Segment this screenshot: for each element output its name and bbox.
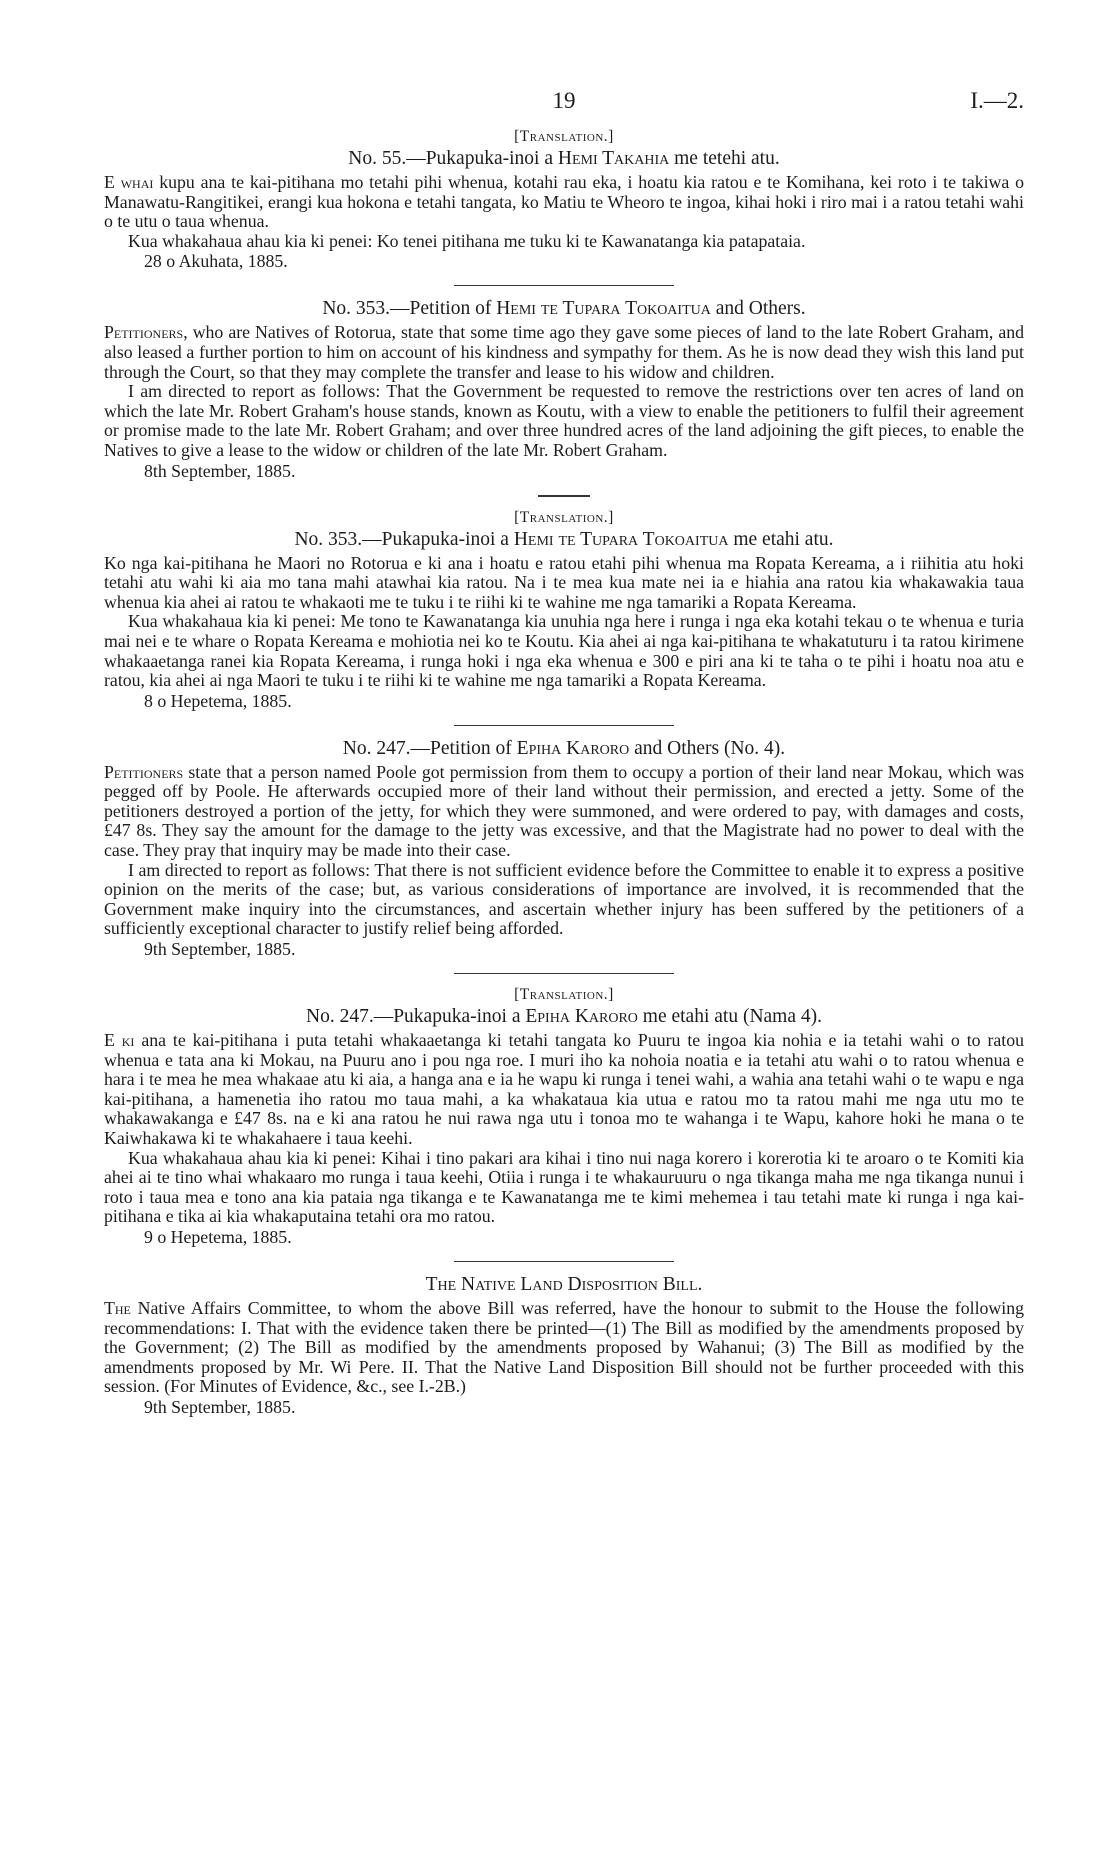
section-translation-353	[104, 509, 1024, 711]
divider-rule	[454, 973, 674, 974]
paragraph: I am directed to report as follows: That the Government be requested to remove the restrictions over ten acres of land on which the late Mr. Robert Graham's house stands, known as Koutu, with a view to enable the petitioners to fulfil their agreement or promise made to the late Mr. Robert Graham; and over three hundred acres of the land adjoining the gift pieces, to enable the Natives to give a lease to the widow or children of the late Mr. Robert Graham.	[104, 381, 1024, 460]
title-name: Hemi te Tupara Tokoaitua	[513, 528, 729, 550]
title-suffix: and Others (No. 4).	[629, 737, 786, 759]
divider-rule	[454, 1261, 674, 1262]
paragraph-text: kupu ana te kai-pitihana mo tetahi pihi whenua, kotahi rau eka, i hoatu kia ratou e te Komihana, kei roto i te takiwa o Manawatu-Rangitikei, erangi kua hokona e tetahi tangata, ko Matiu te Wheoro te ingoa, kihai hoki i riro mai i a ratou tetahi wahi o te utu o taua whenua.	[104, 172, 1024, 232]
lead-word: E ki	[104, 1030, 135, 1051]
paragraph	[104, 173, 1024, 232]
lead-word: E whai	[104, 172, 154, 192]
section-date: 28 o Akuhata, 1885.	[144, 251, 288, 272]
section-title	[104, 738, 1024, 760]
section-title	[104, 298, 1024, 320]
title-suffix: and Others.	[710, 298, 806, 320]
paragraph: Kua whakahaua ahau kia ki penei: Ko tenei pitihana me tuku ki te Kawanatanga kia patapataia.	[128, 230, 806, 251]
document-page	[104, 84, 1024, 1417]
title-name: Hemi te Tupara Tokoaitua	[496, 298, 711, 320]
paragraph	[104, 323, 1024, 382]
title-prefix: No. 353.—Petition of	[322, 298, 497, 320]
section-date: 9th September, 1885.	[144, 939, 296, 960]
paragraph	[104, 554, 1024, 613]
title-suffix: me etahi atu.	[728, 528, 834, 550]
section-title	[104, 1006, 1024, 1028]
paragraph	[104, 763, 1024, 861]
section-translation-247	[104, 986, 1024, 1247]
title-name: Epiha Karoro	[525, 1006, 638, 1028]
section-date: 8 o Hepetema, 1885.	[144, 690, 292, 711]
paragraph-text: ana te kai-pitihana i puta tetahi whakaaetanga ki tetahi tangata ko Puuru te ingoa kia nohia e ia tetahi wahi o to ratou whenua e tata ana ki Mokau, na Puuru ano i pou nga roe. I muri iho ka nohoia noatia e ia tetahi atu wahi o to ratou whenua e hara i te mea he mea whakaae atu ki aia, a hanga ana e ia he wapu ki runga i tenei wahi, a wahia ana tetahi wahi o te wapu e nga kai-pitihana, a hamenetia iho ratou mo taua mahi, a ka whakataua kia utua e ratou mo ta ratou mahi me nga utu mo te whakawakanga e £47 8s. na e ki ana ratou he nui rawa nga utu i tonoa mo te wahanga i te Wapu, kahore hoki he mana o te Kaiwhakawa ki te whakahaere i taua keehi.	[104, 1030, 1024, 1148]
title-name: The Native Land Disposition Bill.	[425, 1273, 703, 1295]
paragraph-text: state that a person named Poole got permission from them to occupy a portion of their land near Mokau, which was pegged off by Poole. He afterwards occupied more of their land without their permission, and erected a jetty. Some of the petitioners destroyed a portion of the jetty, for which they were summoned, and were ordered to pay, with damages and costs, £47 8s. They say the amount for the damage to the jetty was excessive, and that the Magistrate had no power to deal with the case. They pray that inquiry may be made into their case.	[104, 761, 1024, 861]
title-name: Epiha Karoro	[516, 737, 630, 759]
page-header	[104, 84, 1024, 124]
paragraph	[104, 1031, 1024, 1149]
paragraph: Kua whakahaua kia ki penei: Me tono te Kawanatanga kia unuhia nga here i runga i nga eka kotahi tekau o te whenua e turia mai nei e te whare o Ropata Kereama e mohiotia nei ko te Koutu. Kia ahei ai nga kai-pitihana te whakatuturu i ta ratou kirimene whakaaetanga ranei kia Ropata Kereama, i runga hoki i nga eka whenua e 300 e piri ana ki te taha o te pihi i hoatu noa atu e ratou, kia ahei ai nga Maori te tuku i te riihi ki te wahine me nga tamariki a Ropata Kereama.	[104, 611, 1024, 691]
divider-rule	[538, 495, 590, 497]
section-translation-55	[104, 128, 1024, 271]
lead-word: The	[104, 1297, 131, 1318]
lead-word: Petitioners	[104, 761, 184, 782]
section-title	[104, 1274, 1024, 1296]
section-title	[104, 148, 1024, 170]
paragraph-text: Ko nga kai-pitihana he Maori no Rotorua e ki ana i hoatu e ratou etahi pihi whenua ma Ropata Kereama, a i riihitia atu hoki tetahi atu wahi ki aia mo tana mahi atawhai kia ratou. Na i te mea kua mate nei ia e hiahia ana ratou kia whakawakia taua whenua kia ahei ai ratou te whakaoti me te tuku i te riihi ki te wahine me nga tamariki a Ropata Kereama.	[104, 552, 1024, 612]
section-native-land-bill	[104, 1274, 1024, 1417]
section-petition-247	[104, 738, 1024, 959]
section-date: 9 o Hepetema, 1885.	[144, 1226, 292, 1247]
paragraph	[104, 1299, 1024, 1397]
section-date: 8th September, 1885.	[144, 460, 296, 481]
paragraph: I am directed to report as follows: That there is not sufficient evidence before the Committee to enable it to express a positive opinion on the merits of the case; but, as various considerations of importance are involved, it is recommended that the Government make inquiry into the circumstances, and ascertain whether injury has been suffered by the petitioners of a sufficiently exceptional character to justify relief being afforded.	[104, 859, 1024, 939]
title-prefix: No. 247.—Petition of	[342, 737, 517, 759]
page-number: 19	[552, 88, 576, 113]
title-suffix: me etahi atu (Nama 4).	[637, 1006, 822, 1028]
title-prefix: No. 247.—Pukapuka-inoi a	[306, 1006, 526, 1028]
document-reference: I.—2.	[970, 88, 1024, 113]
title-prefix: No. 353.—Pukapuka-inoi a	[294, 528, 514, 550]
lead-word: Petitioners	[104, 322, 184, 343]
title-suffix: me tetehi atu.	[669, 148, 780, 169]
paragraph-text: Native Affairs Committee, to whom the above Bill was referred, have the honour to submit to the House the following recommendations: I. That with the evidence taken there be printed—(1) The Bill as modified by the amendments proposed by the Government; (2) The Bill as modified by the amendments proposed by Wahanui; (3) The Bill as modified by the amendments proposed by Mr. Wi Pere. II. That the Native Land Disposition Bill should not be further proceeded with this session. (For Minutes of Evidence, &c., see I.-2B.)	[104, 1297, 1024, 1397]
paragraph: Kua whakahaua ahau kia ki penei: Kihai i tino pakari ara kihai i tino nui naga korero i korerotia ki te aroaro o te Komiti kia ahei ai te tino whai whakaaro mo runga i taua keehi, Otiia i runga i te whakauruuru o nga tikanga maha me nga tikanga nunui i roto i taua mea e tono ana kia pataia nga tikanga e te Kawanatanga me te kimi mehemea i tau tetahi mate ki runga i nga kai-pitihana e tika ai kia whakaputaina tetahi ora mo ratou.	[104, 1147, 1024, 1227]
paragraph-text: , who are Natives of Rotorua, state that some time ago they gave some pieces of land to the late Robert Graham, and also leased a further portion to him on account of his kindness and sympathy for them. As he is now dead they wish this land put through the Court, so that they may complete the transfer and lease to his widow and children.	[104, 322, 1024, 382]
section-title	[104, 529, 1024, 551]
title-prefix: No. 55.—Pukapuka-inoi a	[348, 148, 558, 169]
section-date: 9th September, 1885.	[144, 1396, 296, 1417]
section-label: [Translation.]	[514, 128, 614, 145]
section-label: [Translation.]	[514, 986, 614, 1004]
divider-rule	[454, 285, 674, 286]
section-label: [Translation.]	[514, 508, 614, 526]
divider-rule	[454, 725, 674, 726]
section-petition-353	[104, 298, 1024, 480]
title-name: Hemi Takahia	[557, 148, 670, 169]
